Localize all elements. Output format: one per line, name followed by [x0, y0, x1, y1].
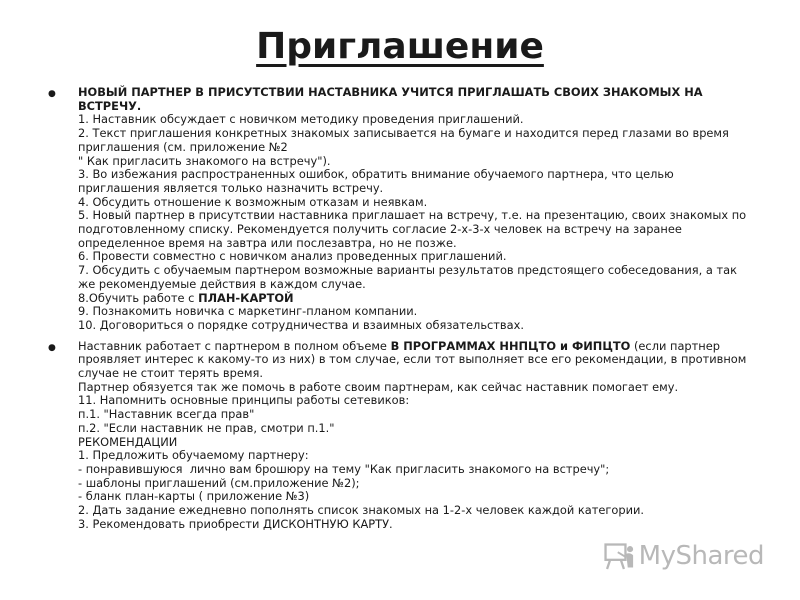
presentation-board-icon	[604, 537, 635, 575]
bullet-2-line-3: случае не стоит терять время.	[78, 366, 263, 381]
slide-content	[44, 86, 760, 532]
step-8-bold: ПЛАН-КАРТОЙ	[198, 290, 294, 305]
step-8	[78, 292, 760, 306]
recommendation-1-templates: - шаблоны приглашений (см.приложение №2);	[78, 475, 360, 490]
step-3-line-2: приглашения является только назначить встречу.	[78, 180, 384, 195]
myshared-watermark	[604, 536, 764, 576]
bullet-dot-icon: ●	[48, 342, 56, 353]
bullet-2-line-1	[78, 340, 760, 354]
recommendation-3: 3. Рекомендовать приобрести ДИСКОНТНУЮ КАРТУ.	[78, 516, 393, 531]
bullet-dot-icon: ●	[48, 89, 56, 99]
step-5-line-3: определенное время на завтра или послезавтра, но не позже.	[78, 235, 457, 250]
step-10: 10. Договориться о порядке сотрудничества и взаимных обязательствах.	[78, 317, 524, 332]
bullet-1-heading: НОВЫЙ ПАРТНЕР В ПРИСУТСТВИИ НАСТАВНИКА УЧИТСЯ ПРИГЛАШАТЬ СВОИХ ЗНАКОМЫХ НА ВСТРЕЧУ.	[78, 85, 707, 113]
bullet-item-1	[44, 86, 760, 333]
step-5-line-2: подготовленному списку. Рекомендуется получить согласие 2-х-3-х человек на встречу на заранее	[78, 222, 682, 237]
step-7-line-2: же рекомендуемые действия в каждом случае.	[78, 276, 366, 291]
step-2-line-2: приглашения (см. приложение №2	[78, 139, 288, 154]
principle-2: п.2. "Если наставник не прав, смотри п.1."	[78, 420, 335, 435]
step-4: 4. Обсудить отношение к возможным отказам и неявкам.	[78, 194, 428, 209]
recommendation-2: 2. Дать задание ежедневно пополнять список знакомых на 1-2-х человек каждой категории.	[78, 503, 645, 518]
step-9: 9. Познакомить новичка с маркетинг-планом компании.	[78, 304, 418, 319]
recommendations-heading: РЕКОМЕНДАЦИИ	[78, 434, 178, 449]
recommendation-1-planmap: - бланк план-карты ( приложение №3)	[78, 489, 310, 504]
step-1: 1. Наставник обсуждает с новичком методику проведения приглашений.	[78, 112, 524, 127]
myshared-logo-text: MyShared	[638, 541, 764, 571]
step-7-line-1: 7. Обсудить с обучаемым партнером возможные варианты результатов предстоящего собеседования, а так	[78, 263, 737, 278]
bullet-2-suffix: (если партнер	[630, 338, 720, 353]
step-11: 11. Напомнить основные принципы работы сетевиков:	[78, 393, 410, 408]
step-8-text: 8.Обучить работе с	[78, 290, 199, 305]
recommendation-1-brochure: - понравившуюся лично вам брошюру на тему "Как пригласить знакомого на встречу";	[78, 461, 610, 476]
step-2-line-1: 2. Текст приглашения конкретных знакомых записывается на бумаге и находится перед глазами во время	[78, 126, 729, 141]
step-3-line-1: 3. Во избежания распространенных ошибок, обратить внимание обучаемого партнера, что целью	[78, 167, 674, 182]
partner-obligation: Партнер обязуется так же помочь в работе своим партнерам, как сейчас наставник помогает ему.	[78, 379, 679, 394]
step-6: 6. Провести совместно с новичком анализ проведенных приглашений.	[78, 249, 507, 264]
step-5-line-1: 5. Новый партнер в присутствии наставника приглашает на встречу, т.е. на презентацию, своих знакомых по	[78, 208, 747, 223]
principle-1: п.1. "Наставник всегда прав"	[78, 407, 255, 422]
recommendation-1: 1. Предложить обучаемому партнеру:	[78, 448, 309, 463]
bullet-item-2	[44, 340, 760, 532]
step-2-line-3: " Как пригласить знакомого на встречу").	[78, 153, 331, 168]
programs-bold: В ПРОГРАММАХ ННПЦТО и ФИПЦТО	[390, 338, 631, 353]
slide-title: Приглашение	[256, 26, 544, 67]
bullet-2-prefix: Наставник работает с партнером в полном объеме	[78, 338, 391, 353]
bullet-2-line-2: проявляет интерес к какому-то из них) в том случае, если тот выполняет все его рекомендации, в противном	[78, 352, 747, 367]
